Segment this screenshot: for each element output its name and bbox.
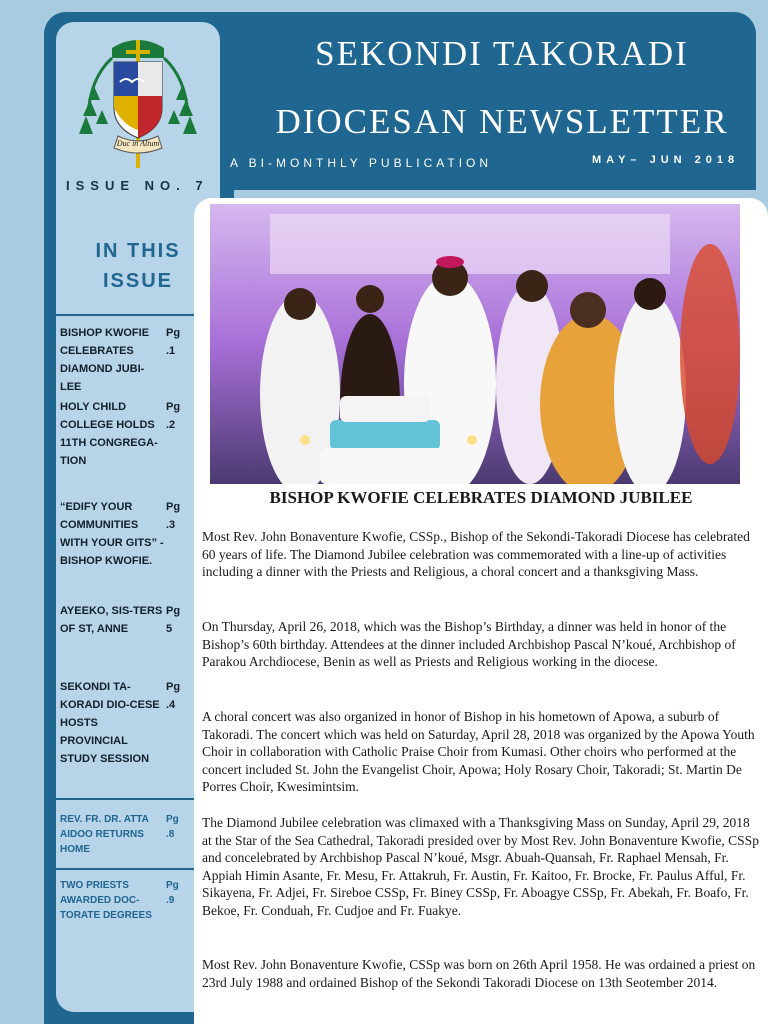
toc-item-title: AYEEKO, SIS-TERS OF ST, ANNE — [60, 605, 163, 635]
toc-item-title: BISHOP KWOFIE CELEBRATES DIAMOND JUBI-LEE — [60, 327, 150, 393]
article-paragraph: Most Rev. John Bonaventure Kwofie, CSSp was born on 26th April 1958. He was ordained a priest on 23rd July 1988 and ordained Bishop of the Sekondi Takoradi Diocese on 13th Seotember 2014. — [202, 957, 756, 990]
toc-item-atta-aidoo[interactable] — [60, 812, 216, 858]
in-this-issue-heading — [68, 236, 208, 296]
title-line-1: SEKONDI TAKORADI — [315, 34, 689, 73]
in-this-issue-line2: ISSUE — [102, 270, 174, 292]
toc-item-title: “EDIFY YOUR COMMUNITIES WITH YOUR GITS” - BISHOP KWOFIE. — [60, 501, 164, 567]
toc-item-page: Pg 5 — [166, 605, 181, 635]
toc-item-page: Pg .8 — [166, 814, 179, 840]
toc-divider — [56, 314, 216, 316]
toc-item-page: Pg .9 — [166, 880, 179, 906]
toc-item-holy-child[interactable] — [60, 398, 216, 488]
toc-item-ayeeko[interactable] — [60, 602, 216, 656]
toc-item-title: HOLY CHILD COLLEGE HOLDS 11TH CONGREGA-TION — [60, 401, 158, 467]
toc-item-study-session[interactable] — [60, 678, 216, 768]
diocese-crest-logo — [68, 26, 208, 172]
article-paragraph: Most Rev. John Bonaventure Kwofie, CSSp., Bishop of the Sekondi-Takoradi Diocese has celebrated 60 years of life. The Diamond Jubilee celebration was commemorated with a line-up of activities including a dinner with the Priests and Religious, a choral concert and a thanksgiving Mass. — [202, 529, 750, 579]
crest-motto: Duc in Altum — [116, 139, 160, 148]
toc-item-title: TWO PRIESTS AWARDED DOC-TORATE DEGREES — [60, 880, 152, 921]
article-paragraph: A choral concert was also organized in honor of Bishop in his hometown of Apowa, a suburb of Takoradi. The concert which was held on Saturday, April 28, 2018 was organized by the Apowa Youth Choir in collaboration with Catholic Praise Choir from Kumasi. Other choirs who performed at the concert included St. John the Evangelist Choir, Apowa; Holy Rosary Choir, Takoradi; St. Martin De Porres Choir, Kwesimintsim. — [202, 709, 755, 794]
newsletter-title — [262, 20, 742, 156]
main-content — [194, 198, 768, 1024]
toc-item-bishop-kwofie[interactable] — [60, 324, 216, 396]
toc-item-page: Pg .2 — [166, 401, 181, 431]
issue-number: ISSUE NO. 7 — [66, 178, 209, 193]
toc-divider — [56, 798, 216, 800]
in-this-issue-line1: IN THIS — [95, 240, 181, 262]
article-paragraph: On Thursday, April 26, 2018, which was the Bishop’s Birthday, a dinner was held in honor of the Bishop’s 60th birthday. Attendees at the dinner included Archbishop Pascal N’koué, Archbishop of Parakou Archdiocese, Benin as well as Priests and Religious working in the diocese. — [202, 619, 736, 669]
toc-item-edify[interactable] — [60, 498, 216, 588]
toc-item-two-priests[interactable] — [60, 878, 216, 924]
publication-frequency: A BI-MONTHLY PUBLICATION — [230, 156, 493, 170]
issue-date: MAY– JUN 2018 — [592, 154, 740, 166]
toc-item-page: Pg .1 — [166, 327, 181, 357]
toc-item-title: REV. FR. DR. ATTA AIDOO RETURNS HOME — [60, 814, 149, 855]
toc-item-page: Pg .4 — [166, 681, 181, 711]
celebration-photo — [210, 204, 740, 484]
toc-divider — [56, 868, 216, 870]
toc-item-page: Pg .3 — [166, 501, 181, 531]
title-line-2: DIOCESAN NEWSLETTER — [275, 102, 729, 141]
article-headline: BISHOP KWOFIE CELEBRATES DIAMOND JUBILEE — [269, 488, 693, 507]
article-paragraph: The Diamond Jubilee celebration was climaxed with a Thanksgiving Mass on Sunday, April 29, 2018 at the Star of the Sea Cathedral, Takoradi presided over by Most Rev. John Bonaventure Kwofie, CSSp and concelebrated by Archbishop Pascal N’koué, Msgr. Abuah-Quansah, Fr. Raphael Mensah, Fr. Appiah Himin Asante, Fr. Mesu, Fr. Attakruh, Fr. Austin, Fr. Kaitoo, Fr. Brocke, Fr. Paulus Afful, Fr. Sikayena, Fr. Adjei, Fr. Sireboe CSSp, Fr. Biney CSSp, Fr. Aboagye CSSp, Fr. Abekah, Fr. Boafo, Fr. Bekoe, Fr. Conduah, Fr. Cudjoe and Fr. Fuakye. — [202, 815, 759, 918]
toc-item-title: SEKONDI TA-KORADI DIO-CESE HOSTS PROVINCIAL STUDY SESSION — [60, 681, 160, 765]
